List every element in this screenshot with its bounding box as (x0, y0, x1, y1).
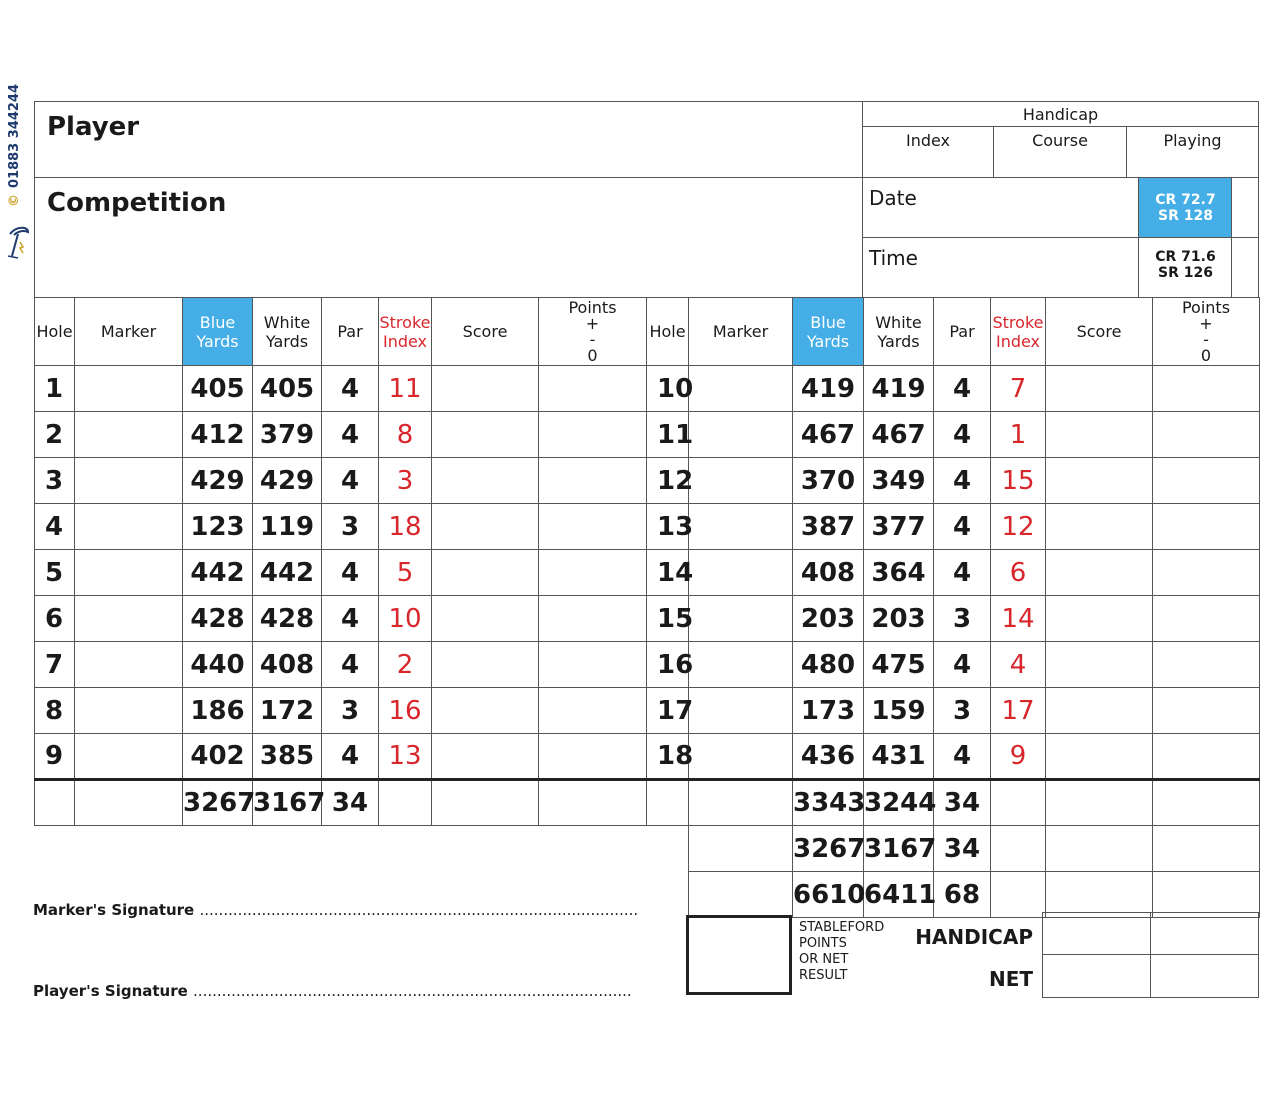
blue-yards-cell: 123 (183, 504, 253, 550)
marker-cell[interactable] (75, 642, 183, 688)
white-yards-header-back: White Yards (864, 298, 934, 366)
par-header-back: Par (934, 298, 991, 366)
out-repeat-points-total[interactable] (1153, 826, 1260, 872)
out-repeat-par-total: 34 (934, 826, 991, 872)
score-cell[interactable] (432, 596, 539, 642)
blue-yards-header: Blue Yards (183, 298, 253, 366)
in-par-total: 34 (934, 780, 991, 826)
player-signature-dots: ............................................................................................ (193, 982, 632, 1000)
stroke-index-cell: 2 (379, 642, 432, 688)
points-cell[interactable] (539, 458, 647, 504)
par-cell: 3 (934, 688, 991, 734)
white-yards-cell: 419 (864, 366, 934, 412)
par-cell: 4 (322, 642, 379, 688)
blue-yards-cell: 419 (793, 366, 864, 412)
blue-yards-cell: 436 (793, 734, 864, 780)
grand-points-total[interactable] (1153, 872, 1260, 918)
points-cell[interactable] (1153, 550, 1260, 596)
score-cell[interactable] (432, 642, 539, 688)
copyright-symbol: © (7, 194, 22, 207)
rating-white-sr: SR 126 (1158, 265, 1213, 281)
points-cell[interactable] (1153, 734, 1260, 780)
stroke-index-cell: 10 (379, 596, 432, 642)
rating-blue-cr: CR 72.7 (1155, 192, 1216, 208)
hole-header: Hole (35, 298, 75, 366)
score-cell[interactable] (1046, 550, 1153, 596)
points-header-back: Points + - 0 (1153, 298, 1260, 366)
result-label: STABLEFORD POINTS OR NET RESULT (799, 920, 885, 983)
hole-number: 3 (35, 458, 75, 504)
points-cell[interactable] (539, 504, 647, 550)
points-cell[interactable] (1153, 596, 1260, 642)
score-cell[interactable] (432, 366, 539, 412)
phone-text: 01883 344244 (7, 83, 22, 188)
white-yards-cell: 385 (253, 734, 322, 780)
hole-number: 9 (35, 734, 75, 780)
rating-white-badge (1139, 238, 1232, 297)
marker-header: Marker (75, 298, 183, 366)
player-label: Player (47, 112, 140, 142)
out-points-total[interactable] (539, 780, 647, 826)
par-cell: 4 (934, 412, 991, 458)
points-header: Points + - 0 (539, 298, 647, 366)
date-box[interactable] (862, 177, 1139, 238)
blue-yards-cell: 186 (183, 688, 253, 734)
white-yards-cell: 475 (864, 642, 934, 688)
grand-marker-cell[interactable] (689, 872, 793, 918)
marker-cell[interactable] (75, 734, 183, 780)
par-cell: 4 (934, 734, 991, 780)
handicap-index-label: Index (905, 131, 951, 150)
marker-cell[interactable] (689, 642, 793, 688)
in-score-total[interactable] (1046, 780, 1153, 826)
out-blue-total: 3267 (183, 780, 253, 826)
player-box[interactable] (34, 101, 863, 178)
score-cell[interactable] (1046, 504, 1153, 550)
empty-cell (322, 826, 379, 872)
stroke-index-cell: 6 (991, 550, 1046, 596)
hole-number: 13 (647, 504, 689, 550)
par-cell: 4 (322, 550, 379, 596)
marker-cell[interactable] (689, 458, 793, 504)
stroke-index-cell: 7 (991, 366, 1046, 412)
out-par-total: 34 (322, 780, 379, 826)
blue-yards-cell: 442 (183, 550, 253, 596)
white-yards-cell: 349 (864, 458, 934, 504)
points-cell[interactable] (539, 596, 647, 642)
player-signature-label: Player's Signature (33, 982, 188, 1000)
blue-yards-cell: 429 (183, 458, 253, 504)
marker-cell[interactable] (689, 734, 793, 780)
handicap-course-label: Course (1032, 131, 1088, 150)
handicap-score-cell[interactable] (1042, 912, 1151, 955)
grand-par-total: 68 (934, 872, 991, 918)
hole-number: 16 (647, 642, 689, 688)
stroke-index-cell: 12 (991, 504, 1046, 550)
handicap-header (862, 101, 1259, 127)
points-cell[interactable] (539, 366, 647, 412)
points-cell[interactable] (1153, 412, 1260, 458)
grand-score-total[interactable] (1046, 872, 1153, 918)
blue-yards-cell: 370 (793, 458, 864, 504)
empty-cell (253, 826, 322, 872)
handicap-course-box[interactable] (993, 126, 1127, 178)
points-cell[interactable] (1153, 366, 1260, 412)
score-cell[interactable] (1046, 734, 1153, 780)
marker-cell[interactable] (689, 688, 793, 734)
par-cell: 4 (322, 734, 379, 780)
handicap-points-cell[interactable] (1150, 912, 1259, 955)
stroke-index-cell: 11 (379, 366, 432, 412)
marker-cell[interactable] (75, 412, 183, 458)
points-cell[interactable] (539, 688, 647, 734)
hole-number: 8 (35, 688, 75, 734)
score-cell[interactable] (1046, 458, 1153, 504)
par-cell: 3 (934, 596, 991, 642)
result-entry-box[interactable] (686, 915, 792, 995)
score-cell[interactable] (1046, 412, 1153, 458)
table-row (35, 596, 1260, 642)
marker-cell[interactable] (689, 504, 793, 550)
stroke-index-header: Stroke Index (379, 298, 432, 366)
blue-yards-cell: 412 (183, 412, 253, 458)
white-yards-cell: 431 (864, 734, 934, 780)
white-yards-cell: 429 (253, 458, 322, 504)
handicap-index-box[interactable] (862, 126, 994, 178)
stroke-index-cell: 13 (379, 734, 432, 780)
out-score-total[interactable] (432, 780, 539, 826)
marker-cell[interactable] (75, 458, 183, 504)
net-result-label: NET (988, 967, 1033, 991)
out-repeat-blue-total: 3267 (793, 826, 864, 872)
white-yards-cell: 405 (253, 366, 322, 412)
stroke-index-cell: 17 (991, 688, 1046, 734)
par-cell: 4 (322, 366, 379, 412)
marker-cell[interactable] (75, 596, 183, 642)
empty-cell (35, 826, 75, 872)
empty-cell (75, 826, 183, 872)
par-header: Par (322, 298, 379, 366)
points-cell[interactable] (539, 734, 647, 780)
table-row (35, 504, 1260, 550)
blue-yards-cell: 173 (793, 688, 864, 734)
blue-yards-cell: 387 (793, 504, 864, 550)
blue-yards-cell: 408 (793, 550, 864, 596)
handicap-playing-label: Playing (1163, 131, 1222, 150)
hole-number: 17 (647, 688, 689, 734)
marker-cell[interactable] (75, 504, 183, 550)
white-yards-cell: 172 (253, 688, 322, 734)
stroke-index-cell: 4 (991, 642, 1046, 688)
in-si-cell (991, 780, 1046, 826)
net-points-cell[interactable] (1150, 954, 1259, 998)
blue-yards-cell: 428 (183, 596, 253, 642)
stroke-index-cell: 8 (379, 412, 432, 458)
player-signature-line[interactable] (33, 982, 632, 1000)
grand-blue-total: 6610 (793, 872, 864, 918)
hole-number: 10 (647, 366, 689, 412)
stroke-index-cell: 16 (379, 688, 432, 734)
net-score-cell[interactable] (1042, 954, 1151, 998)
hole-number: 14 (647, 550, 689, 596)
stroke-index-cell: 15 (991, 458, 1046, 504)
hole-number: 4 (35, 504, 75, 550)
handicap-result-label: HANDICAP (915, 925, 1033, 949)
hole-header-back: Hole (647, 298, 689, 366)
points-cell[interactable] (1153, 642, 1260, 688)
competition-box[interactable] (34, 177, 863, 298)
table-row (35, 688, 1260, 734)
par-cell: 4 (934, 550, 991, 596)
white-yards-cell: 379 (253, 412, 322, 458)
competition-label: Competition (47, 188, 227, 218)
marker-cell[interactable] (75, 550, 183, 596)
marker-cell[interactable] (689, 550, 793, 596)
table-row (35, 734, 1260, 780)
marker-header-back: Marker (689, 298, 793, 366)
score-cell[interactable] (432, 734, 539, 780)
rating-blue-sr: SR 128 (1158, 208, 1213, 224)
marker-signature-label: Marker's Signature (33, 901, 195, 919)
empty-cell (647, 872, 689, 918)
out-si-cell (379, 780, 432, 826)
blue-yards-cell: 467 (793, 412, 864, 458)
marker-cell[interactable] (689, 596, 793, 642)
out-repeat-row (35, 826, 1260, 872)
blue-yards-cell: 402 (183, 734, 253, 780)
stroke-index-cell: 9 (991, 734, 1046, 780)
stroke-index-cell: 14 (991, 596, 1046, 642)
in-blue-total: 3343 (793, 780, 864, 826)
score-cell[interactable] (432, 504, 539, 550)
table-row (35, 642, 1260, 688)
marker-cell[interactable] (689, 366, 793, 412)
stroke-index-cell: 3 (379, 458, 432, 504)
in-points-total[interactable] (1153, 780, 1260, 826)
empty-cell (432, 826, 539, 872)
stroke-index-cell: 18 (379, 504, 432, 550)
table-row (35, 458, 1260, 504)
par-cell: 4 (934, 642, 991, 688)
par-cell: 4 (934, 458, 991, 504)
handicap-playing-box[interactable] (1126, 126, 1259, 178)
points-cell[interactable] (539, 412, 647, 458)
out-repeat-marker-cell[interactable] (689, 826, 793, 872)
header-row (35, 298, 1260, 366)
hole-number: 5 (35, 550, 75, 596)
club-logo-icon (6, 222, 32, 262)
hole-number: 7 (35, 642, 75, 688)
grand-white-total: 6411 (864, 872, 934, 918)
blue-yards-cell: 440 (183, 642, 253, 688)
score-cell[interactable] (1046, 596, 1153, 642)
empty-cell (183, 826, 253, 872)
in-white-total: 3244 (864, 780, 934, 826)
in-hole-cell (647, 780, 689, 826)
hole-number: 2 (35, 412, 75, 458)
totals-row (35, 780, 1260, 826)
table-row (35, 366, 1260, 412)
white-yards-cell: 159 (864, 688, 934, 734)
score-cell[interactable] (432, 458, 539, 504)
hole-number: 12 (647, 458, 689, 504)
table-row (35, 412, 1260, 458)
white-yards-cell: 442 (253, 550, 322, 596)
white-yards-cell: 364 (864, 550, 934, 596)
white-yards-header: White Yards (253, 298, 322, 366)
out-white-total: 3167 (253, 780, 322, 826)
out-repeat-white-total: 3167 (864, 826, 934, 872)
table-row (35, 550, 1260, 596)
points-cell[interactable] (1153, 458, 1260, 504)
hole-number: 11 (647, 412, 689, 458)
white-yards-cell: 377 (864, 504, 934, 550)
empty-cell (539, 826, 647, 872)
score-cell[interactable] (432, 412, 539, 458)
par-cell: 3 (322, 688, 379, 734)
rating-blue-badge (1139, 178, 1232, 237)
white-yards-cell: 428 (253, 596, 322, 642)
par-cell: 4 (322, 412, 379, 458)
white-yards-cell: 203 (864, 596, 934, 642)
points-cell[interactable] (539, 550, 647, 596)
points-cell[interactable] (539, 642, 647, 688)
white-yards-cell: 408 (253, 642, 322, 688)
par-cell: 3 (322, 504, 379, 550)
hole-number: 6 (35, 596, 75, 642)
score-cell[interactable] (1046, 366, 1153, 412)
rating-white-cr: CR 71.6 (1155, 249, 1216, 265)
score-cell[interactable] (432, 550, 539, 596)
phone-number (7, 83, 22, 207)
total-hole-cell (35, 780, 75, 826)
date-label: Date (869, 186, 917, 210)
par-cell: 4 (934, 504, 991, 550)
hole-number: 18 (647, 734, 689, 780)
scorecard-grid (34, 297, 1260, 918)
blue-yards-cell: 405 (183, 366, 253, 412)
grand-si-cell (991, 872, 1046, 918)
points-cell[interactable] (1153, 688, 1260, 734)
white-yards-cell: 467 (864, 412, 934, 458)
time-box[interactable] (862, 237, 1139, 298)
blue-yards-cell: 480 (793, 642, 864, 688)
score-cell[interactable] (432, 688, 539, 734)
total-marker-cell[interactable] (75, 780, 183, 826)
score-header-back: Score (1046, 298, 1153, 366)
time-label: Time (869, 246, 918, 270)
par-cell: 4 (934, 366, 991, 412)
blue-yards-cell: 203 (793, 596, 864, 642)
marker-signature-line[interactable] (33, 901, 638, 919)
empty-cell (647, 826, 689, 872)
blue-yards-header-back: Blue Yards (793, 298, 864, 366)
out-repeat-si-cell (991, 826, 1046, 872)
empty-cell (379, 826, 432, 872)
par-cell: 4 (322, 596, 379, 642)
points-cell[interactable] (1153, 504, 1260, 550)
stroke-index-cell: 1 (991, 412, 1046, 458)
out-repeat-score-total[interactable] (1046, 826, 1153, 872)
hole-number: 15 (647, 596, 689, 642)
par-cell: 4 (322, 458, 379, 504)
handicap-title: Handicap (1022, 105, 1099, 124)
score-cell[interactable] (1046, 642, 1153, 688)
stroke-index-cell: 5 (379, 550, 432, 596)
hole-number: 1 (35, 366, 75, 412)
in-marker-cell[interactable] (689, 780, 793, 826)
stroke-index-header-back: Stroke Index (991, 298, 1046, 366)
marker-cell[interactable] (75, 366, 183, 412)
marker-signature-dots: ............................................................................................ (199, 901, 639, 919)
marker-cell[interactable] (75, 688, 183, 734)
score-header: Score (432, 298, 539, 366)
white-yards-cell: 119 (253, 504, 322, 550)
score-cell[interactable] (1046, 688, 1153, 734)
marker-cell[interactable] (689, 412, 793, 458)
